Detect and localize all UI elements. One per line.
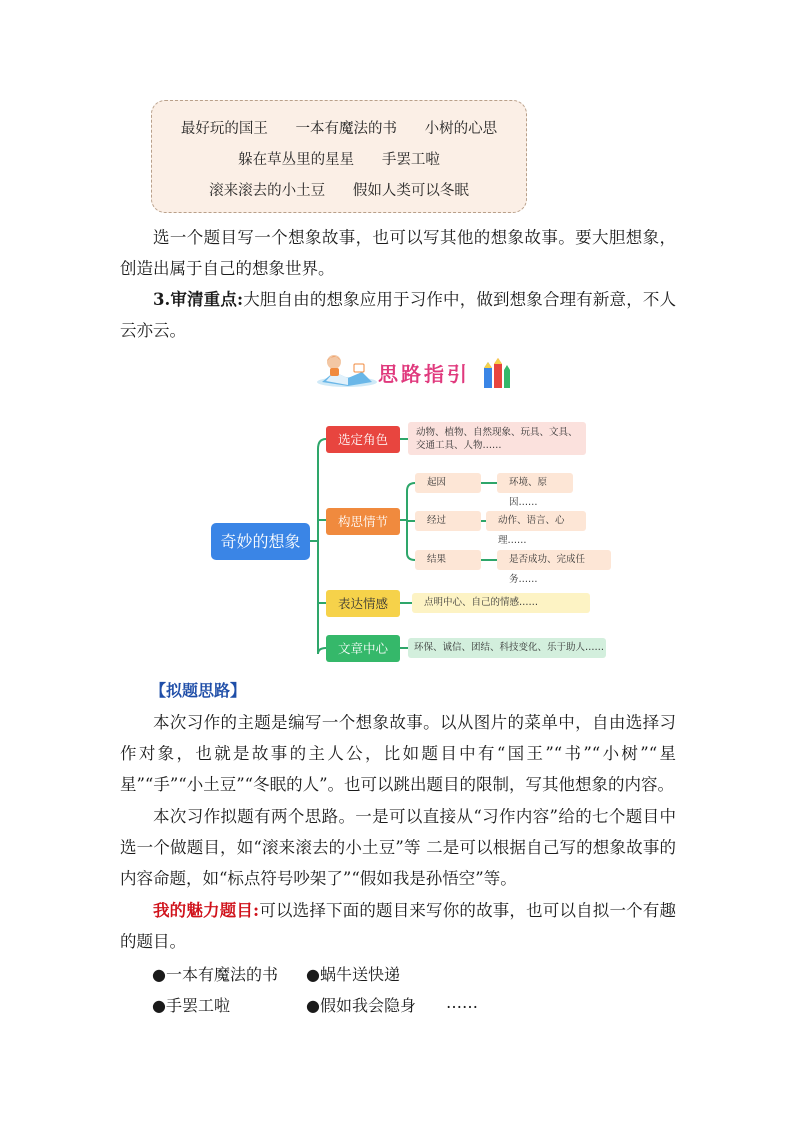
mindmap-result-detail: 是否成功、完成任务…… [497,550,611,570]
suggestion-item: ●蜗牛送快递 [306,965,400,984]
mindmap-emotion-detail: 点明中心、自己的情感…… [412,593,590,613]
mindmap-result: 结果 [415,550,481,570]
focus-text: 大胆自由的想象应用于习作中，做到想象合理有新意，不人云亦云。 [120,290,676,340]
charm-text: 可以选择下面的题目来写你的故事，也可以自拟一个有趣的题目。 [120,901,677,951]
mindmap-role: 选定角色 [326,426,400,453]
mindmap-plot: 构思情节 [326,508,400,535]
topic-item: 假如人类可以冬眠 [352,183,469,199]
mindmap-role-detail: 动物、植物、自然现象、玩具、文具、 交通工具、人物…… [408,422,586,455]
charm-label: 我的魅力题目: [153,901,260,920]
suggestion-item: ●手罢工啦 [152,996,230,1015]
topic-item: 一本有魔法的书 [295,121,397,137]
guide-title: 思路指引 [378,362,470,386]
mindmap-emotion: 表达情感 [326,590,400,617]
suggestion-ellipsis: …… [446,993,478,1012]
intro-paragraph: 选一个题目写一个想象故事，也可以写其他的想象故事。要大胆想象，创造出属于自己的想象世界。 [120,228,676,278]
mindmap-cause: 起因 [415,473,481,493]
suggestion-item: ●假如我会隐身 [306,996,416,1015]
mindmap-root: 奇妙的想象 [211,523,310,560]
mindmap-center-detail: 环保、诚信、团结、科技变化、乐于助人…… [408,638,606,658]
topic-item: 最好玩的国王 [180,121,268,137]
topic-item: 小树的心思 [424,121,498,137]
charm-paragraph [120,895,676,957]
mindmap-center: 文章中心 [326,635,400,662]
focus-label: 3.审清重点: [153,290,244,309]
title-paragraph-1: 本次习作的主题是编写一个想象故事。以从图片的菜单中，自由选择习作对象，也就是故事的主人公，比如题目中有“国王”“书”“小树”“星星”“手”“小土豆”“冬眠的人”。也可以跳出题目的限制，写其他想象的内容。 [120,713,676,794]
topic-item: 手罢工啦 [381,152,440,168]
suggestion-row-1 [152,962,400,985]
title-paragraph-2: 本次习作拟题有两个思路。一是可以直接从“习作内容”给的七个题目中选一个做题目，如“滚来滚去的小土豆”等 二是可以根据自己写的想象故事的内容命题，如“标点符号吵架了”“假如我是孙悟空”等。 [120,807,676,888]
suggestion-item: ●一本有魔法的书 [152,965,278,984]
mindmap-process-detail: 动作、语言、心理…… [486,511,586,531]
title-section-heading: 【拟题思路】 [150,681,247,700]
mindmap-cause-detail: 环境、原因…… [497,473,573,493]
topic-item: 滚来滚去的小土豆 [209,183,326,199]
mindmap-process: 经过 [415,511,481,531]
topic-item: 躲在草丛里的星星 [238,152,355,168]
suggestion-row-2 [152,993,478,1016]
